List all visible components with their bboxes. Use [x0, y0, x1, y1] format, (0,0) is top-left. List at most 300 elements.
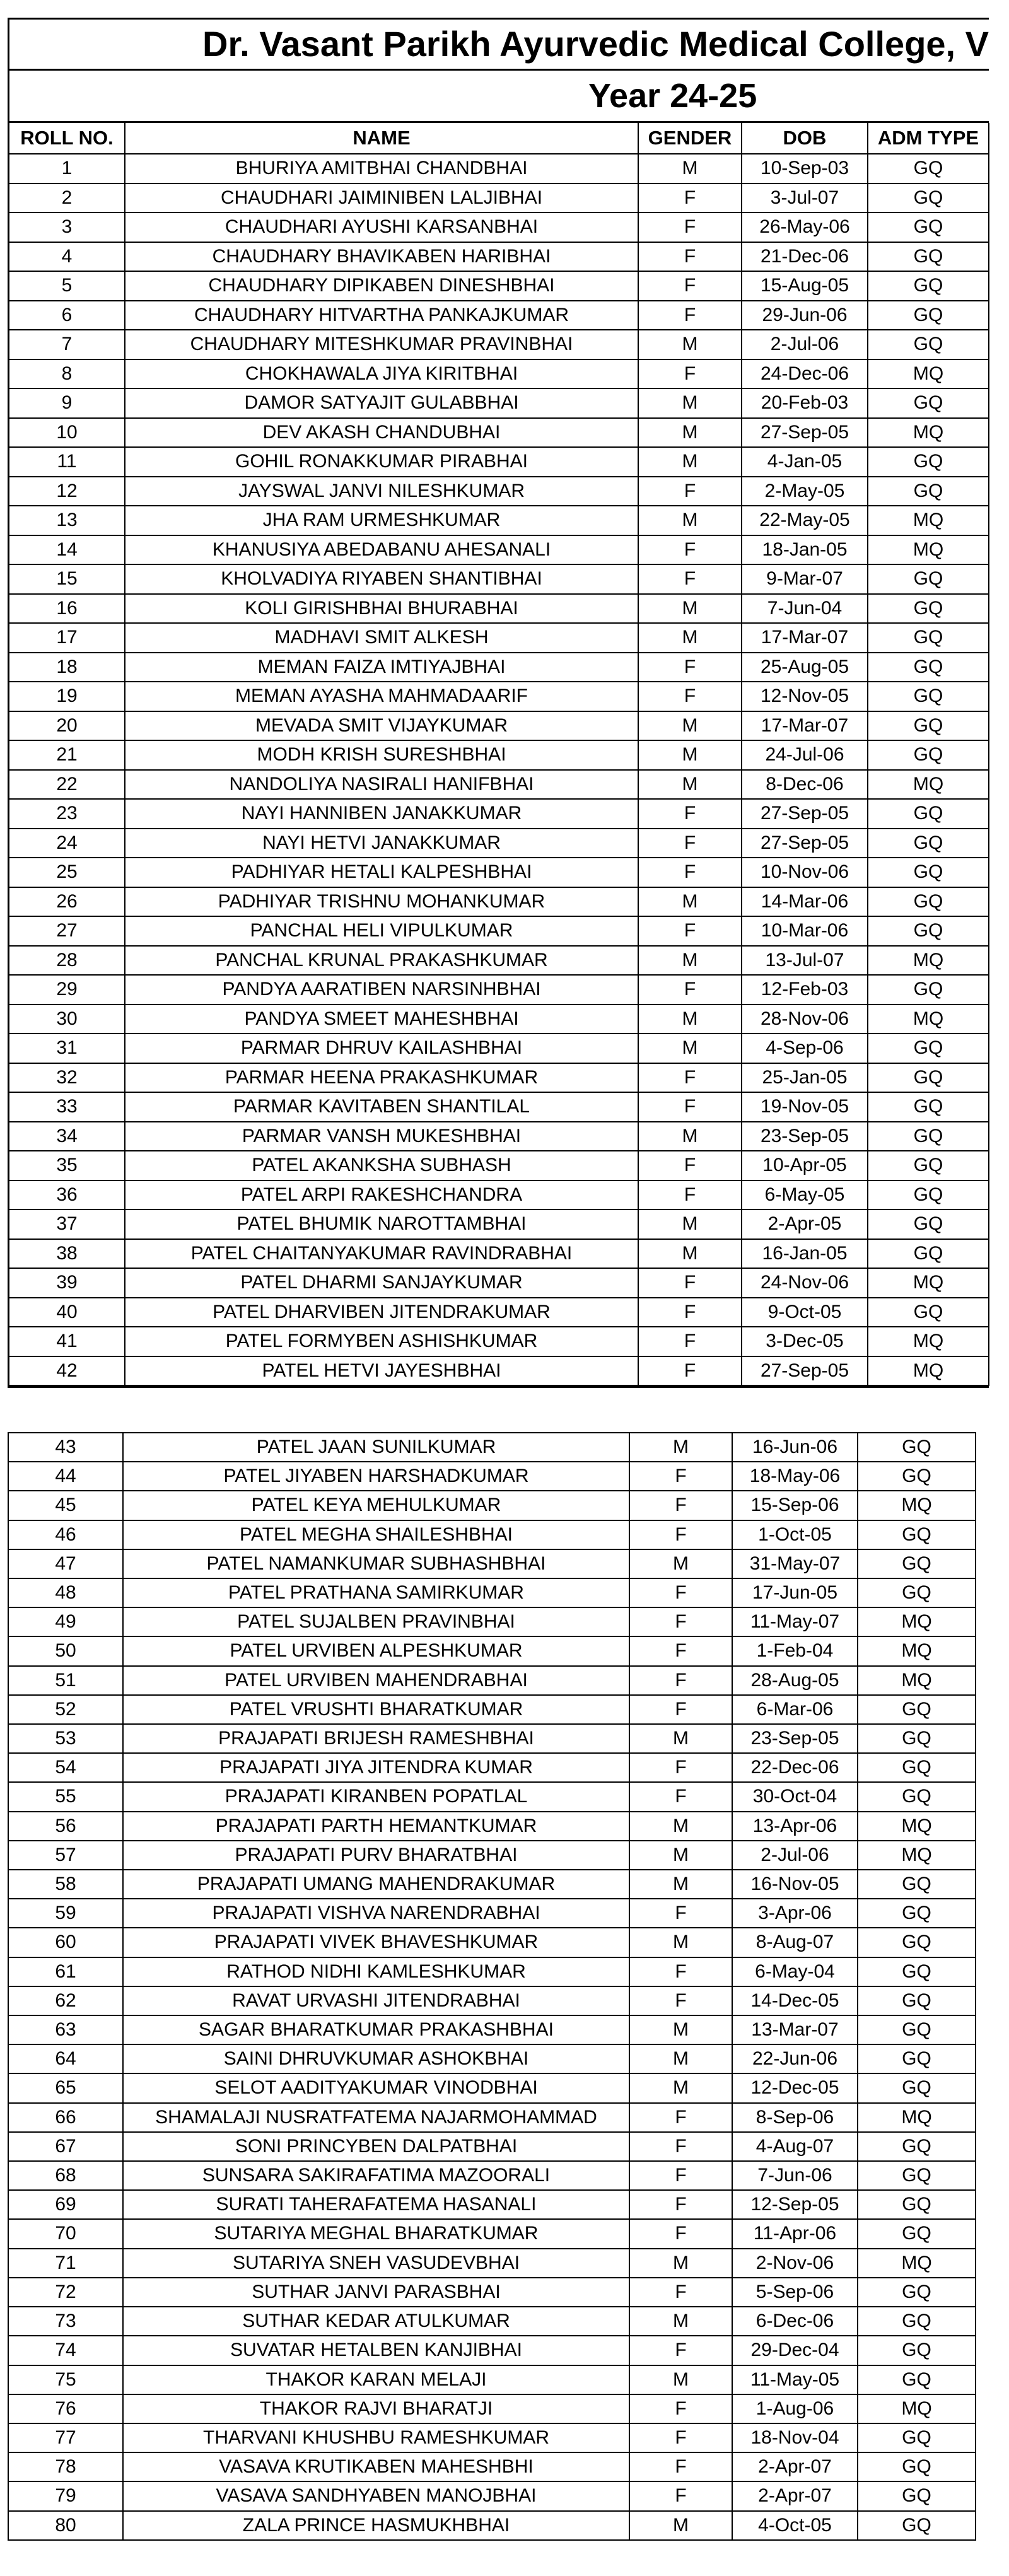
cell-adm-type: GQ: [868, 1063, 989, 1093]
cell-adm-type: GQ: [868, 447, 989, 477]
table-row: [8, 1899, 976, 1928]
document-page-1: [8, 18, 989, 1388]
cell-roll-no: 30: [9, 1005, 125, 1034]
cell-gender: F: [638, 829, 742, 858]
cell-dob: 25-Aug-05: [742, 653, 868, 682]
table-row: [8, 1724, 976, 1753]
cell-gender: F: [638, 1151, 742, 1180]
table-row: [9, 799, 989, 829]
cell-roll-no: 10: [9, 418, 125, 448]
cell-dob: 1-Oct-05: [732, 1520, 858, 1549]
cell-gender: M: [629, 1870, 732, 1899]
cell-name: PATEL URVIBEN MAHENDRABHAI: [123, 1666, 629, 1695]
cell-dob: 1-Aug-06: [732, 2394, 858, 2423]
cell-roll-no: 6: [9, 301, 125, 330]
table-row: [9, 1209, 989, 1239]
cell-dob: 2-Nov-06: [732, 2249, 858, 2278]
cell-dob: 7-Jun-06: [732, 2161, 858, 2190]
cell-roll-no: 59: [8, 1899, 123, 1928]
cell-gender: M: [629, 2249, 732, 2278]
cell-roll-no: 40: [9, 1298, 125, 1327]
cell-gender: M: [629, 2307, 732, 2336]
cell-name: PATEL JAAN SUNILKUMAR: [123, 1433, 629, 1462]
table-row: [9, 242, 989, 272]
cell-adm-type: GQ: [868, 388, 989, 418]
cell-adm-type: GQ: [858, 2511, 976, 2540]
cell-roll-no: 25: [9, 858, 125, 887]
cell-dob: 2-Jul-06: [742, 330, 868, 359]
cell-name: PARMAR KAVITABEN SHANTILAL: [125, 1092, 638, 1122]
cell-gender: F: [638, 359, 742, 389]
cell-roll-no: 1: [9, 154, 125, 184]
cell-roll-no: 29: [9, 975, 125, 1005]
cell-gender: M: [629, 2073, 732, 2102]
cell-dob: 17-Mar-07: [742, 623, 868, 653]
cell-name: VASAVA KRUTIKABEN MAHESHBHI: [123, 2452, 629, 2481]
table-header-row: [9, 123, 989, 154]
cell-gender: M: [629, 2015, 732, 2044]
cell-adm-type: GQ: [858, 1782, 976, 1811]
cell-dob: 2-Apr-07: [732, 2481, 858, 2510]
cell-dob: 17-Mar-07: [742, 711, 868, 741]
cell-dob: 4-Aug-07: [732, 2132, 858, 2161]
cell-name: PANCHAL HELI VIPULKUMAR: [125, 916, 638, 946]
cell-roll-no: 73: [8, 2307, 123, 2336]
cell-dob: 22-May-05: [742, 506, 868, 535]
table-row: [8, 1928, 976, 1957]
cell-gender: F: [638, 653, 742, 682]
cell-adm-type: MQ: [868, 1268, 989, 1298]
cell-name: PADHIYAR TRISHNU MOHANKUMAR: [125, 887, 638, 917]
cell-name: PATEL ARPI RAKESHCHANDRA: [125, 1180, 638, 1210]
table-row: [9, 1180, 989, 1210]
cell-dob: 28-Aug-05: [732, 1666, 858, 1695]
cell-roll-no: 17: [9, 623, 125, 653]
cell-name: PATEL BHUMIK NAROTTAMBHAI: [125, 1209, 638, 1239]
cell-dob: 29-Dec-04: [732, 2336, 858, 2365]
cell-dob: 10-Apr-05: [742, 1151, 868, 1180]
cell-name: SELOT AADITYAKUMAR VINODBHAI: [123, 2073, 629, 2102]
cell-roll-no: 23: [9, 799, 125, 829]
cell-name: PATEL VRUSHTI BHARATKUMAR: [123, 1695, 629, 1724]
cell-roll-no: 46: [8, 1520, 123, 1549]
cell-gender: M: [638, 1239, 742, 1269]
cell-adm-type: MQ: [858, 1812, 976, 1841]
cell-name: PRAJAPATI PARTH HEMANTKUMAR: [123, 1812, 629, 1841]
cell-name: PRAJAPATI JIYA JITENDRA KUMAR: [123, 1753, 629, 1782]
cell-roll-no: 18: [9, 653, 125, 682]
cell-dob: 4-Jan-05: [742, 447, 868, 477]
cell-roll-no: 34: [9, 1122, 125, 1151]
cell-adm-type: GQ: [868, 184, 989, 213]
cell-gender: M: [638, 594, 742, 624]
cell-gender: F: [638, 1268, 742, 1298]
cell-gender: F: [629, 2132, 732, 2161]
cell-dob: 9-Oct-05: [742, 1298, 868, 1327]
cell-name: SUVATAR HETALBEN KANJIBHAI: [123, 2336, 629, 2365]
cell-adm-type: MQ: [858, 2103, 976, 2132]
cell-gender: F: [638, 975, 742, 1005]
cell-adm-type: GQ: [868, 623, 989, 653]
table-row: [9, 975, 989, 1005]
col-header-dob: DOB: [742, 123, 868, 154]
cell-adm-type: GQ: [868, 799, 989, 829]
cell-roll-no: 70: [8, 2219, 123, 2248]
cell-roll-no: 13: [9, 506, 125, 535]
cell-roll-no: 27: [9, 916, 125, 946]
cell-roll-no: 32: [9, 1063, 125, 1093]
table-row: [8, 1666, 976, 1695]
table-row: [8, 1520, 976, 1549]
cell-gender: F: [629, 1520, 732, 1549]
cell-dob: 2-Jul-06: [732, 1841, 858, 1870]
student-table-page-2: [8, 1432, 976, 2541]
cell-gender: F: [629, 1607, 732, 1636]
cell-dob: 11-Apr-06: [732, 2219, 858, 2248]
cell-roll-no: 55: [8, 1782, 123, 1811]
cell-gender: F: [629, 2190, 732, 2219]
cell-adm-type: GQ: [868, 1239, 989, 1269]
cell-adm-type: MQ: [868, 418, 989, 448]
cell-dob: 27-Sep-05: [742, 418, 868, 448]
cell-gender: F: [629, 2394, 732, 2423]
cell-name: MEVADA SMIT VIJAYKUMAR: [125, 711, 638, 741]
cell-dob: 6-Dec-06: [732, 2307, 858, 2336]
cell-roll-no: 3: [9, 213, 125, 242]
table-row: [9, 564, 989, 594]
cell-dob: 16-Jan-05: [742, 1239, 868, 1269]
cell-dob: 15-Aug-05: [742, 271, 868, 301]
cell-roll-no: 62: [8, 1986, 123, 2015]
table-row: [8, 2511, 976, 2540]
cell-name: CHAUDHARY DIPIKABEN DINESHBHAI: [125, 271, 638, 301]
table-row: [9, 1005, 989, 1034]
cell-gender: M: [629, 1812, 732, 1841]
cell-gender: F: [629, 1899, 732, 1928]
cell-roll-no: 7: [9, 330, 125, 359]
cell-adm-type: GQ: [858, 2307, 976, 2336]
cell-dob: 22-Jun-06: [732, 2044, 858, 2073]
cell-roll-no: 14: [9, 535, 125, 565]
cell-gender: F: [638, 271, 742, 301]
table-row: [8, 2481, 976, 2510]
cell-name: BHURIYA AMITBHAI CHANDBHAI: [125, 154, 638, 184]
cell-gender: F: [629, 2103, 732, 2132]
cell-dob: 16-Nov-05: [732, 1870, 858, 1899]
cell-roll-no: 44: [8, 1462, 123, 1491]
cell-dob: 27-Sep-05: [742, 1356, 868, 1386]
cell-gender: F: [629, 2278, 732, 2307]
cell-name: PATEL SUJALBEN PRAVINBHAI: [123, 1607, 629, 1636]
cell-gender: F: [638, 213, 742, 242]
cell-roll-no: 63: [8, 2015, 123, 2044]
cell-gender: F: [638, 564, 742, 594]
table-row: [8, 1462, 976, 1491]
cell-gender: F: [638, 1298, 742, 1327]
cell-dob: 27-Sep-05: [742, 829, 868, 858]
cell-roll-no: 56: [8, 1812, 123, 1841]
table-row: [9, 301, 989, 330]
cell-name: SUTHAR KEDAR ATULKUMAR: [123, 2307, 629, 2336]
table-row: [8, 2161, 976, 2190]
cell-name: CHAUDHARY BHAVIKABEN HARIBHAI: [125, 242, 638, 272]
cell-gender: F: [629, 1578, 732, 1607]
cell-adm-type: GQ: [868, 1151, 989, 1180]
table-row: [9, 946, 989, 976]
table-row: [9, 711, 989, 741]
cell-roll-no: 11: [9, 447, 125, 477]
cell-gender: M: [638, 506, 742, 535]
cell-dob: 13-Mar-07: [732, 2015, 858, 2044]
cell-name: MADHAVI SMIT ALKESH: [125, 623, 638, 653]
table-row: [8, 2044, 976, 2073]
cell-adm-type: GQ: [868, 330, 989, 359]
cell-name: PARMAR HEENA PRAKASHKUMAR: [125, 1063, 638, 1093]
table-row: [9, 535, 989, 565]
cell-roll-no: 77: [8, 2423, 123, 2452]
cell-adm-type: GQ: [868, 1122, 989, 1151]
cell-dob: 23-Sep-05: [732, 1724, 858, 1753]
table-row: [8, 2336, 976, 2365]
cell-name: SAGAR BHARATKUMAR PRAKASHBHAI: [123, 2015, 629, 2044]
table-row: [9, 477, 989, 506]
cell-gender: F: [629, 1782, 732, 1811]
cell-gender: M: [629, 1841, 732, 1870]
table-row: [8, 2307, 976, 2336]
cell-roll-no: 51: [8, 1666, 123, 1695]
cell-adm-type: GQ: [868, 564, 989, 594]
cell-roll-no: 67: [8, 2132, 123, 2161]
cell-dob: 17-Jun-05: [732, 1578, 858, 1607]
cell-roll-no: 60: [8, 1928, 123, 1957]
table-row: [8, 1870, 976, 1899]
cell-gender: F: [638, 301, 742, 330]
cell-roll-no: 50: [8, 1636, 123, 1665]
table-row: [9, 154, 989, 184]
cell-adm-type: GQ: [858, 2161, 976, 2190]
cell-dob: 2-Apr-07: [732, 2452, 858, 2481]
page-subtitle: Year 24-25: [588, 77, 757, 115]
cell-dob: 4-Oct-05: [732, 2511, 858, 2540]
cell-adm-type: MQ: [868, 1356, 989, 1386]
cell-roll-no: 35: [9, 1151, 125, 1180]
cell-adm-type: GQ: [868, 242, 989, 272]
cell-adm-type: GQ: [868, 477, 989, 506]
cell-gender: F: [629, 2336, 732, 2365]
cell-adm-type: MQ: [858, 2394, 976, 2423]
cell-roll-no: 36: [9, 1180, 125, 1210]
cell-adm-type: MQ: [868, 535, 989, 565]
cell-name: CHAUDHARI JAIMINIBEN LALJIBHAI: [125, 184, 638, 213]
cell-roll-no: 53: [8, 1724, 123, 1753]
cell-adm-type: MQ: [868, 946, 989, 976]
table-row: [8, 2190, 976, 2219]
cell-name: PARMAR VANSH MUKESHBHAI: [125, 1122, 638, 1151]
cell-gender: F: [638, 682, 742, 711]
cell-dob: 11-May-05: [732, 2365, 858, 2394]
table-row: [9, 858, 989, 887]
cell-dob: 31-May-07: [732, 1549, 858, 1578]
cell-gender: M: [629, 1928, 732, 1957]
cell-gender: M: [638, 770, 742, 800]
cell-name: PRAJAPATI PURV BHARATBHAI: [123, 1841, 629, 1870]
cell-roll-no: 78: [8, 2452, 123, 2481]
cell-adm-type: GQ: [858, 1520, 976, 1549]
cell-dob: 18-Nov-04: [732, 2423, 858, 2452]
cell-name: CHOKHAWALA JIYA KIRITBHAI: [125, 359, 638, 389]
cell-name: SUTARIYA SNEH VASUDEVBHAI: [123, 2249, 629, 2278]
table-row: [8, 1549, 976, 1578]
cell-roll-no: 65: [8, 2073, 123, 2102]
cell-adm-type: GQ: [858, 1695, 976, 1724]
col-header-roll-no: ROLL NO.: [9, 123, 125, 154]
cell-gender: F: [629, 2423, 732, 2452]
table-row: [9, 388, 989, 418]
cell-adm-type: GQ: [858, 2278, 976, 2307]
page-title: Dr. Vasant Parikh Ayurvedic Medical College, V: [202, 24, 989, 64]
cell-name: PATEL HETVI JAYESHBHAI: [125, 1356, 638, 1386]
cell-name: PATEL PRATHANA SAMIRKUMAR: [123, 1578, 629, 1607]
cell-adm-type: GQ: [858, 2365, 976, 2394]
table-row: [8, 1812, 976, 1841]
cell-adm-type: GQ: [858, 2190, 976, 2219]
cell-roll-no: 48: [8, 1578, 123, 1607]
cell-gender: M: [638, 946, 742, 976]
cell-gender: F: [629, 1957, 732, 1986]
cell-dob: 12-Dec-05: [732, 2073, 858, 2102]
cell-gender: F: [629, 2452, 732, 2481]
cell-roll-no: 39: [9, 1268, 125, 1298]
cell-adm-type: GQ: [868, 1209, 989, 1239]
cell-adm-type: GQ: [868, 740, 989, 770]
cell-dob: 16-Jun-06: [732, 1433, 858, 1462]
table-row: [9, 1268, 989, 1298]
cell-dob: 8-Sep-06: [732, 2103, 858, 2132]
cell-dob: 29-Jun-06: [742, 301, 868, 330]
cell-roll-no: 19: [9, 682, 125, 711]
table-body-page-2: [8, 1433, 976, 2540]
cell-adm-type: GQ: [858, 2423, 976, 2452]
table-row: [8, 2249, 976, 2278]
cell-roll-no: 15: [9, 564, 125, 594]
cell-dob: 19-Nov-05: [742, 1092, 868, 1122]
cell-gender: M: [638, 1034, 742, 1063]
cell-roll-no: 80: [8, 2511, 123, 2540]
cell-dob: 6-May-05: [742, 1180, 868, 1210]
cell-dob: 14-Dec-05: [732, 1986, 858, 2015]
cell-name: GOHIL RONAKKUMAR PIRABHAI: [125, 447, 638, 477]
table-row: [9, 1151, 989, 1180]
cell-roll-no: 68: [8, 2161, 123, 2190]
cell-gender: F: [629, 1753, 732, 1782]
cell-roll-no: 37: [9, 1209, 125, 1239]
table-row: [9, 330, 989, 359]
table-row: [9, 1327, 989, 1356]
cell-name: CHAUDHARY HITVARTHA PANKAJKUMAR: [125, 301, 638, 330]
cell-gender: F: [629, 1462, 732, 1491]
cell-gender: F: [629, 1491, 732, 1520]
cell-gender: F: [629, 1986, 732, 2015]
cell-gender: M: [629, 1549, 732, 1578]
cell-adm-type: GQ: [858, 1928, 976, 1957]
cell-dob: 8-Dec-06: [742, 770, 868, 800]
cell-adm-type: GQ: [868, 975, 989, 1005]
cell-dob: 11-May-07: [732, 1607, 858, 1636]
cell-name: PATEL AKANKSHA SUBHASH: [125, 1151, 638, 1180]
cell-dob: 12-Nov-05: [742, 682, 868, 711]
cell-gender: M: [629, 2044, 732, 2073]
cell-dob: 9-Mar-07: [742, 564, 868, 594]
cell-gender: F: [629, 1695, 732, 1724]
cell-adm-type: GQ: [868, 1034, 989, 1063]
cell-gender: M: [638, 418, 742, 448]
table-row: [9, 1063, 989, 1093]
cell-gender: M: [629, 1433, 732, 1462]
cell-roll-no: 61: [8, 1957, 123, 1986]
cell-roll-no: 21: [9, 740, 125, 770]
cell-roll-no: 75: [8, 2365, 123, 2394]
cell-gender: F: [638, 184, 742, 213]
table-row: [9, 1122, 989, 1151]
cell-roll-no: 69: [8, 2190, 123, 2219]
cell-name: MEMAN AYASHA MAHMADAARIF: [125, 682, 638, 711]
cell-name: RATHOD NIDHI KAMLESHKUMAR: [123, 1957, 629, 1986]
cell-dob: 24-Jul-06: [742, 740, 868, 770]
cell-name: NAYI HANNIBEN JANAKKUMAR: [125, 799, 638, 829]
cell-roll-no: 79: [8, 2481, 123, 2510]
table-row: [9, 447, 989, 477]
cell-adm-type: GQ: [858, 1549, 976, 1578]
cell-adm-type: GQ: [858, 1724, 976, 1753]
cell-dob: 1-Feb-04: [732, 1636, 858, 1665]
cell-roll-no: 41: [9, 1327, 125, 1356]
cell-gender: F: [629, 2219, 732, 2248]
cell-roll-no: 45: [8, 1491, 123, 1520]
table-row: [8, 1841, 976, 1870]
cell-roll-no: 66: [8, 2103, 123, 2132]
cell-gender: M: [638, 711, 742, 741]
cell-dob: 22-Dec-06: [732, 1753, 858, 1782]
cell-name: SUTARIYA MEGHAL BHARATKUMAR: [123, 2219, 629, 2248]
cell-gender: M: [638, 330, 742, 359]
cell-roll-no: 28: [9, 946, 125, 976]
cell-gender: F: [638, 1180, 742, 1210]
cell-adm-type: GQ: [858, 2132, 976, 2161]
table-row: [9, 623, 989, 653]
cell-adm-type: GQ: [858, 1433, 976, 1462]
cell-gender: F: [638, 799, 742, 829]
table-row: [9, 1356, 989, 1386]
table-row: [8, 2452, 976, 2481]
cell-name: PATEL KEYA MEHULKUMAR: [123, 1491, 629, 1520]
cell-dob: 5-Sep-06: [732, 2278, 858, 2307]
table-row: [9, 1034, 989, 1063]
cell-dob: 20-Feb-03: [742, 388, 868, 418]
cell-name: RAVAT URVASHI JITENDRABHAI: [123, 1986, 629, 2015]
cell-name: NANDOLIYA NASIRALI HANIFBHAI: [125, 770, 638, 800]
cell-dob: 3-Apr-06: [732, 1899, 858, 1928]
table-row: [9, 418, 989, 448]
cell-dob: 8-Aug-07: [732, 1928, 858, 1957]
cell-gender: M: [638, 1005, 742, 1034]
cell-adm-type: MQ: [858, 1636, 976, 1665]
cell-gender: F: [638, 1327, 742, 1356]
cell-gender: F: [638, 535, 742, 565]
cell-name: CHAUDHARI AYUSHI KARSANBHAI: [125, 213, 638, 242]
cell-roll-no: 24: [9, 829, 125, 858]
cell-name: SURATI TAHERAFATEMA HASANALI: [123, 2190, 629, 2219]
cell-name: PATEL DHARVIBEN JITENDRAKUMAR: [125, 1298, 638, 1327]
